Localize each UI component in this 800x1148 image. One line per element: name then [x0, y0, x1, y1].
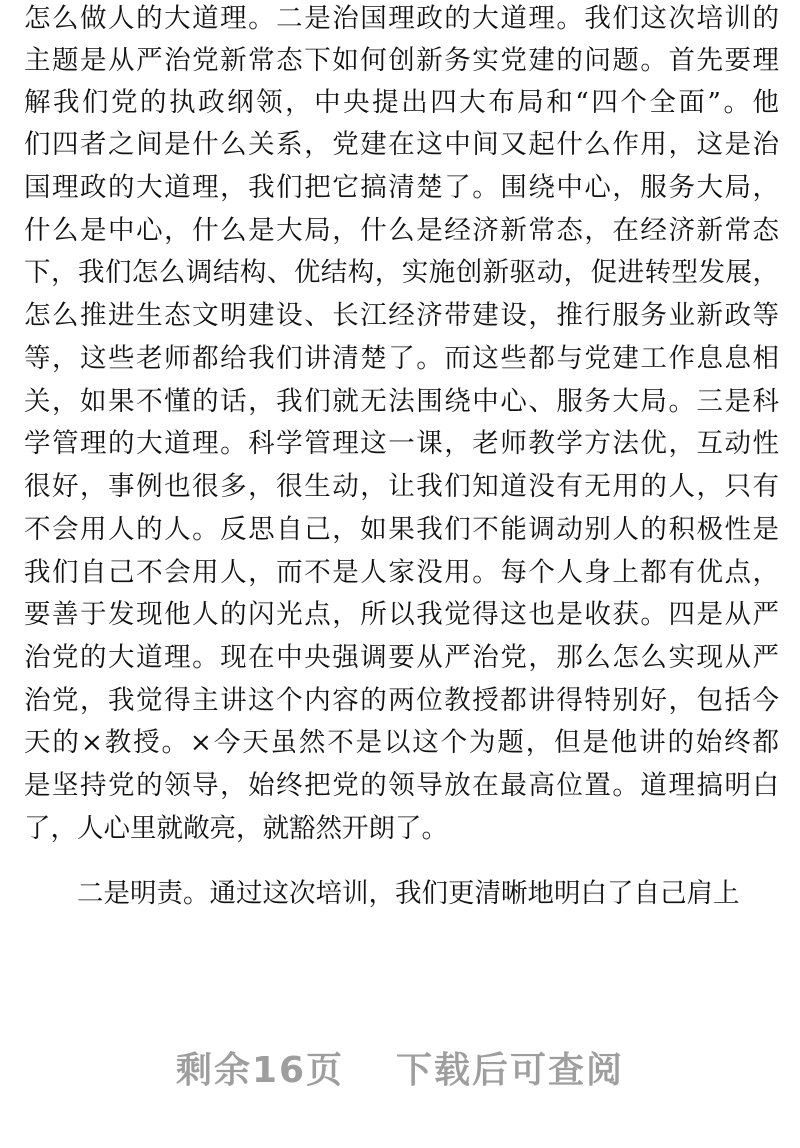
text-line: 下，我们怎么调结构、优结构，实施创新驱动，促进转型发展， [24, 257, 779, 288]
paragraph-start-line: 二是明责。通过这次培训，我们更清晰地明白了自己肩上 [77, 878, 740, 909]
text-line: 怎么推进生态文明建设、长江经济带建设，推行服务业新政等 [24, 300, 779, 331]
download-banner [0, 1042, 800, 1093]
text-line: 国理政的大道理，我们把它搞清楚了。围绕中心，服务大局， [24, 172, 779, 203]
text-line: 关，如果不懂的话，我们就无法围绕中心、服务大局。三是科 [24, 386, 779, 417]
text-line: 等，这些老师都给我们讲清楚了。而这些都与党建工作息息相 [24, 343, 779, 374]
text-line: 了，人心里就敞亮，就豁然开朗了。 [24, 813, 448, 844]
text-line: 学管理的大道理。科学管理这一课，老师教学方法优，互动性 [24, 428, 779, 459]
text-line: 不会用人的人。反思自己，如果我们不能调动别人的积极性是 [24, 514, 779, 545]
text-line: 怎么做人的大道理。二是治国理政的大道理。我们这次培训的 [24, 3, 779, 34]
text-line: 解我们党的执政纲领，中央提出四大布局和“四个全面”。他 [24, 87, 779, 118]
text-line: 们四者之间是什么关系，党建在这中间又起什么作用，这是治 [24, 129, 779, 160]
text-line: 要善于发现他人的闪光点，所以我觉得这也是收获。四是从严 [24, 599, 779, 630]
text-line: 是坚持党的领导，始终把党的领导放在最高位置。道理搞明白 [24, 770, 779, 801]
text-line: 什么是中心，什么是大局，什么是经济新常态，在经济新常态 [24, 215, 779, 246]
text-line: 很好，事例也很多，很生动，让我们知道没有无用的人，只有 [24, 471, 779, 502]
download-to-view-text: 下载后可查阅 [396, 1050, 625, 1091]
text-line: 主题是从严治党新常态下如何创新务实党建的问题。首先要理 [24, 45, 779, 76]
text-line: 治党，我觉得主讲这个内容的两位教授都讲得特别好，包括今 [24, 685, 779, 716]
text-line: 天的×教授。×今天虽然不是以这个为题，但是他讲的始终都 [24, 727, 779, 758]
text-line: 治党的大道理。现在中央强调要从严治党，那么怎么实现从严 [24, 642, 779, 673]
text-line: 我们自己不会用人，而不是人家没用。每个人身上都有优点， [24, 557, 779, 588]
remaining-pages-text: 剩余16页 [175, 1050, 345, 1091]
